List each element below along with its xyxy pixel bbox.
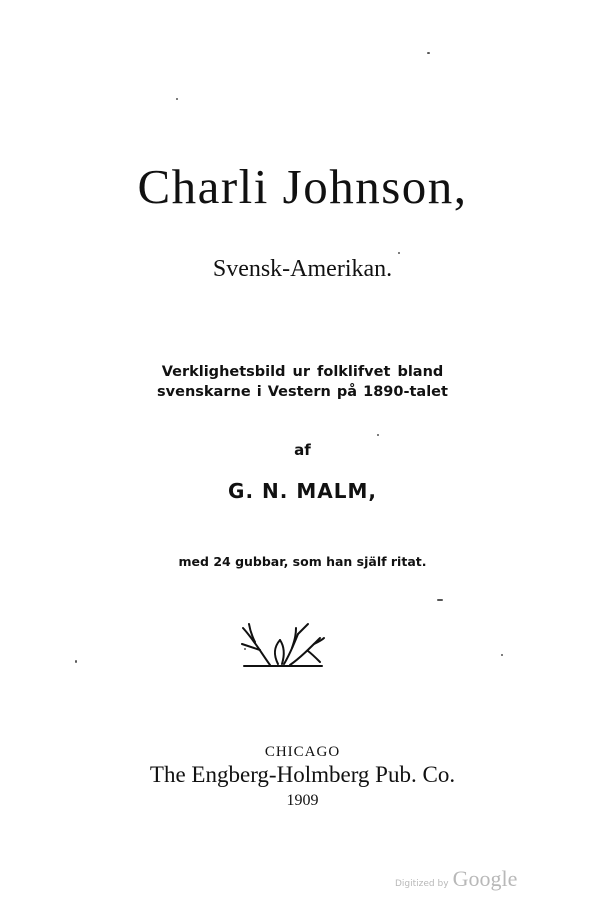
scan-speck <box>176 98 178 100</box>
digitized-watermark <box>395 866 525 892</box>
watermark-brand: Google <box>452 866 518 891</box>
scan-speck <box>398 252 400 254</box>
author-name: G. N. MALM, <box>228 479 377 503</box>
scan-speck <box>501 654 503 656</box>
description-line-2: svenskarne i Vestern på 1890-talet <box>157 384 448 400</box>
description-line-1: Verklighetsbild ur folklifvet bland <box>161 364 444 380</box>
imprint-publisher: The Engberg-Holmberg Pub. Co. <box>149 762 456 787</box>
by-word: af <box>294 441 311 459</box>
book-subtitle: Svensk-Amerikan. <box>212 256 393 282</box>
scan-speck <box>437 599 443 601</box>
imprint-year: 1909 <box>286 792 319 809</box>
scan-speck <box>427 52 430 54</box>
scan-speck <box>244 648 246 650</box>
illustrations-note: med 24 gubbar, som han själf ritat. <box>178 554 427 569</box>
imprint-city: CHICAGO <box>264 744 341 760</box>
watermark-prefix: Digitized by <box>395 879 449 889</box>
scan-speck <box>75 660 77 663</box>
scan-speck <box>377 434 379 436</box>
book-title: Charli Johnson, <box>137 159 468 214</box>
leaf-sprig-ornament-icon <box>240 618 326 670</box>
